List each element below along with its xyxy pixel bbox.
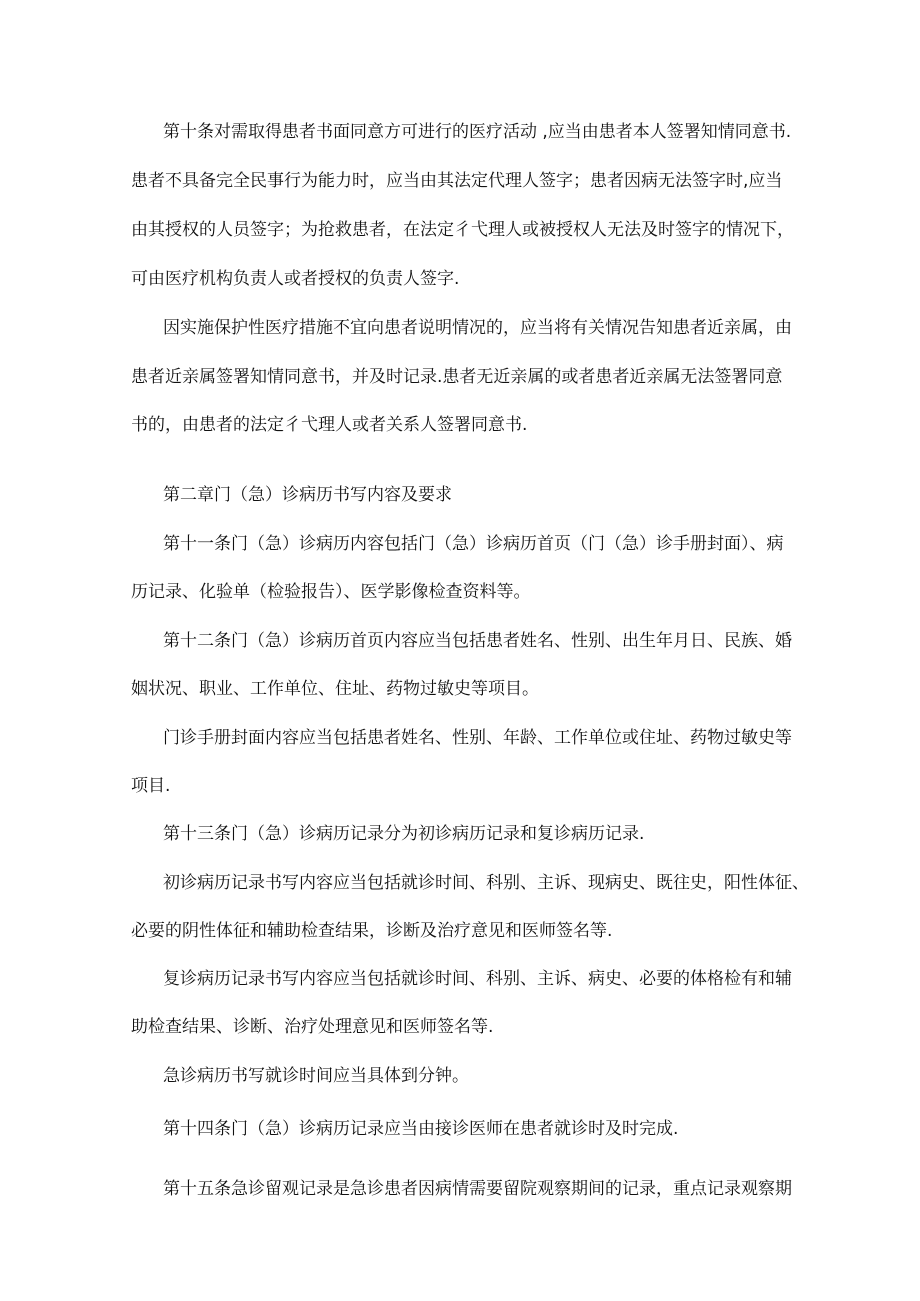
paragraph-line: 复诊病历记录书写内容应当包括就诊时间、科别、主诉、病史、必要的体格检有和辅 xyxy=(163,969,792,989)
paragraph-line: 第十二条门（急）诊病历首页内容应当包括患者姓名、性别、出生年月日、民族、婚 xyxy=(163,631,792,651)
paragraph-line: 患者近亲属签署知情同意书，并及时记录.患者无近亲属的或者患者近亲属无法签署同意 xyxy=(131,367,783,387)
paragraph-line: 第十一条门（急）诊病历内容包括门（急）诊病历首页（门（急）诊手册封面）、病 xyxy=(163,534,784,554)
paragraph-line: 姻状况、职业、工作单位、住址、药物过敏史等项目。 xyxy=(131,679,539,699)
chapter-heading: 第二章门（急）诊病历书写内容及要求 xyxy=(163,485,452,505)
paragraph-line: 由其授权的人员签字；为抢救患者，在法定彳弋理人或被授权人无法及时签字的情况下， xyxy=(131,220,794,240)
paragraph-line: 书的，由患者的法定彳弋理人或者关系人签署同意书. xyxy=(131,415,528,435)
paragraph-line: 第十条对需取得患者书面同意方可进行的医疗活动 ,应当由患者本人签署知情同意书. xyxy=(163,122,792,142)
paragraph-line: 历记录、化验单（检验报告）、医学影像检查资料等。 xyxy=(131,582,531,602)
paragraph-line: 因实施保护性医疗措施不宜向患者说明情况的，应当将有关情况告知患者近亲属，由 xyxy=(163,318,792,338)
paragraph-line: 门诊手册封面内容应当包括患者姓名、性别、年龄、工作单位或住址、药物过敏史等 xyxy=(163,728,792,748)
paragraph-line: 第十四条门（急）诊病历记录应当由接诊医师在患者就诊时及时完成. xyxy=(163,1119,679,1139)
paragraph-line: 可由医疗机构负责人或者授权的负责人签字. xyxy=(131,269,460,289)
paragraph-line: 必要的阴性体征和辅助检查结果，诊断及治疗意见和医师签名等. xyxy=(131,921,613,941)
paragraph-line: 助检查结果、诊断、治疗处理意见和医师签名等. xyxy=(131,1017,494,1037)
paragraph-line: 第十五条急诊留观记录是急诊患者因病情需要留院观察期间的记录，重点记录观察期 xyxy=(163,1179,792,1199)
paragraph-line: 急诊病历书写就诊时间应当具体到分钟。 xyxy=(163,1066,469,1086)
paragraph-line: 项目. xyxy=(131,776,171,796)
paragraph-line: 患者不具备完全民事行为能力时，应当由其法定代理人签字；患者因病无法签字时,应当 xyxy=(131,171,783,191)
paragraph-line: 初诊病历记录书写内容应当包括就诊时间、科别、主诉、现病史、既往史，阳性体征、 xyxy=(163,873,809,893)
paragraph-line: 第十三条门（急）诊病历记录分为初诊病历记录和复诊病历记录. xyxy=(163,824,645,844)
